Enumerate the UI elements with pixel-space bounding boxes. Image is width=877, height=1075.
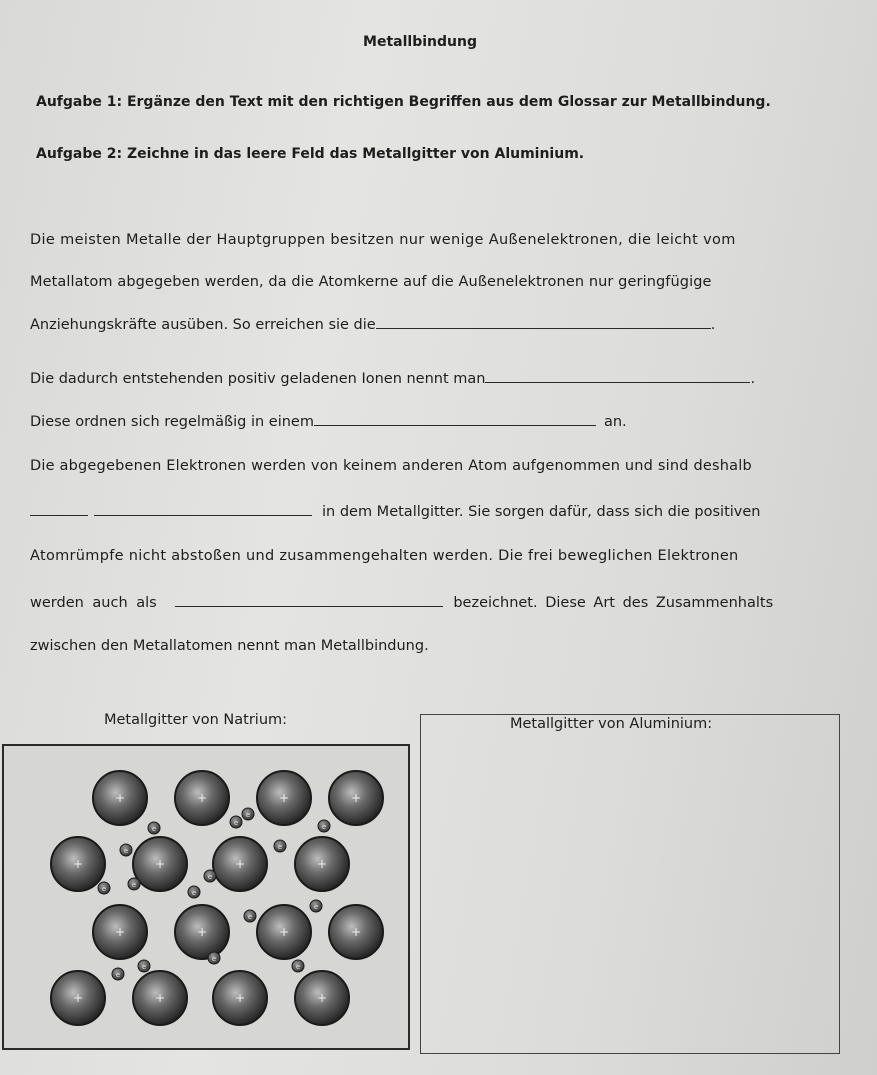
text-line-3-start: Anziehungskräfte ausüben. So erreichen sie die: [30, 317, 376, 333]
sodium-ion: [257, 771, 311, 825]
sodium-ion: [93, 771, 147, 825]
task-1-text: Ergänze den Text mit den richtigen Begriffen aus dem Glossar zur Metallbindung.: [126, 94, 771, 110]
text-line-3-end: .: [710, 317, 716, 333]
task-2-text: Zeichne in das leere Feld das Metallgitter von Aluminium.: [126, 146, 585, 162]
task-1-label: Aufgabe 1:: [36, 94, 123, 110]
text-line-3: [30, 316, 715, 333]
sodium-lattice-figure: [2, 744, 410, 1050]
blank-3[interactable]: [314, 413, 596, 426]
sodium-ion: [213, 837, 267, 891]
text-line-2: Metallatom abgegeben werden, da die Atomkerne auf die Außenelektronen nur geringfügige: [30, 274, 712, 290]
ion-charge-label: +: [154, 857, 166, 871]
blank-1[interactable]: [376, 316, 711, 329]
electron: [138, 960, 150, 972]
electron-label: e: [295, 963, 301, 971]
ion-charge-label: +: [72, 857, 84, 871]
caption-sodium-lattice: Metallgitter von Natrium:: [104, 712, 288, 728]
blank-2[interactable]: [485, 370, 750, 383]
task-2-label: Aufgabe 2:: [36, 146, 123, 162]
task-1: [36, 94, 771, 110]
electron: [188, 886, 200, 898]
sodium-ion: [133, 971, 187, 1025]
electron: [274, 840, 286, 852]
electron-label: e: [115, 971, 121, 979]
electron: [98, 882, 110, 894]
electron-label: e: [211, 955, 217, 963]
sodium-ion: [175, 905, 229, 959]
ion-charge-label: +: [154, 991, 166, 1005]
electron: [120, 844, 132, 856]
sodium-ion: [295, 971, 349, 1025]
ion-charge-label: +: [234, 991, 246, 1005]
blank-5[interactable]: [175, 594, 443, 607]
ion-charge-label: +: [278, 791, 290, 805]
electron: [112, 968, 124, 980]
page-title: Metallbindung: [363, 34, 477, 50]
electron-label: e: [123, 847, 129, 855]
electron: [204, 870, 216, 882]
electron: [230, 816, 242, 828]
ion-charge-label: +: [278, 925, 290, 939]
ion-charge-label: +: [350, 925, 362, 939]
text-line-10: zwischen den Metallatomen nennt man Metallbindung.: [30, 638, 429, 654]
text-line-8: Atomrümpfe nicht abstoßen und zusammengehalten werden. Die frei beweglichen Elektronen: [30, 548, 739, 564]
text-line-9-end: bezeichnet. Diese Art des Zusammenhalts: [453, 595, 774, 611]
electron: [128, 878, 140, 890]
sodium-ion: [213, 971, 267, 1025]
task-2: [36, 146, 584, 162]
sodium-ion: [133, 837, 187, 891]
sodium-ion: [175, 771, 229, 825]
sodium-ion: [295, 837, 349, 891]
ion-charge-label: +: [316, 991, 328, 1005]
electron: [148, 822, 160, 834]
electron-label: e: [233, 819, 239, 827]
text-line-5: [30, 413, 627, 430]
ion-charge-label: +: [350, 791, 362, 805]
text-line-5-start: Diese ordnen sich regelmäßig in einem: [30, 414, 314, 430]
text-line-6: Die abgegebenen Elektronen werden von keinem anderen Atom aufgenommen und sind deshalb: [30, 458, 752, 474]
ion-charge-label: +: [114, 925, 126, 939]
electron: [292, 960, 304, 972]
sodium-ion: [329, 771, 383, 825]
ion-charge-label: +: [114, 791, 126, 805]
sodium-ion: [51, 837, 105, 891]
electron-label: e: [131, 881, 137, 889]
ion-charge-label: +: [234, 857, 246, 871]
text-line-4-start: Die dadurch entstehenden positiv geladenen Ionen nennt man: [30, 371, 486, 387]
ion-charge-label: +: [72, 991, 84, 1005]
electron-label: e: [277, 843, 283, 851]
sodium-ion: [257, 905, 311, 959]
blank-4b[interactable]: [94, 503, 312, 516]
electron-label: e: [207, 873, 213, 881]
ion-charge-label: +: [196, 925, 208, 939]
blank-4a[interactable]: [30, 503, 88, 516]
sodium-ion: [329, 905, 383, 959]
electron-label: e: [321, 823, 327, 831]
sodium-ion: [93, 905, 147, 959]
ion-charge-label: +: [316, 857, 328, 871]
text-line-9-start: werden auch als: [30, 595, 157, 611]
aluminium-drawing-area[interactable]: [420, 714, 840, 1054]
electron-label: e: [313, 903, 319, 911]
text-line-1: Die meisten Metalle der Hauptgruppen besitzen nur wenige Außenelektronen, die leicht vom: [30, 232, 736, 248]
caption-aluminium-lattice: Metallgitter von Aluminium:: [510, 716, 713, 732]
electron: [242, 808, 254, 820]
electron-label: e: [151, 825, 157, 833]
text-line-4: [30, 370, 755, 387]
ion-charge-label: +: [196, 791, 208, 805]
electron: [318, 820, 330, 832]
sodium-ion: [51, 971, 105, 1025]
electron-label: e: [247, 913, 253, 921]
text-line-5-end: an.: [603, 414, 627, 430]
electron: [208, 952, 220, 964]
sodium-lattice-svg: [4, 746, 412, 1052]
electron-label: e: [101, 885, 107, 893]
text-line-7-end: in dem Metallgitter. Sie sorgen dafür, dass sich die positiven: [322, 504, 761, 520]
electron-label: e: [245, 811, 251, 819]
electron: [244, 910, 256, 922]
electron-label: e: [191, 889, 197, 897]
text-line-4-end: .: [750, 371, 756, 387]
text-line-9: [30, 594, 773, 611]
electron: [310, 900, 322, 912]
electron-label: e: [141, 963, 147, 971]
text-line-7: [30, 503, 761, 520]
